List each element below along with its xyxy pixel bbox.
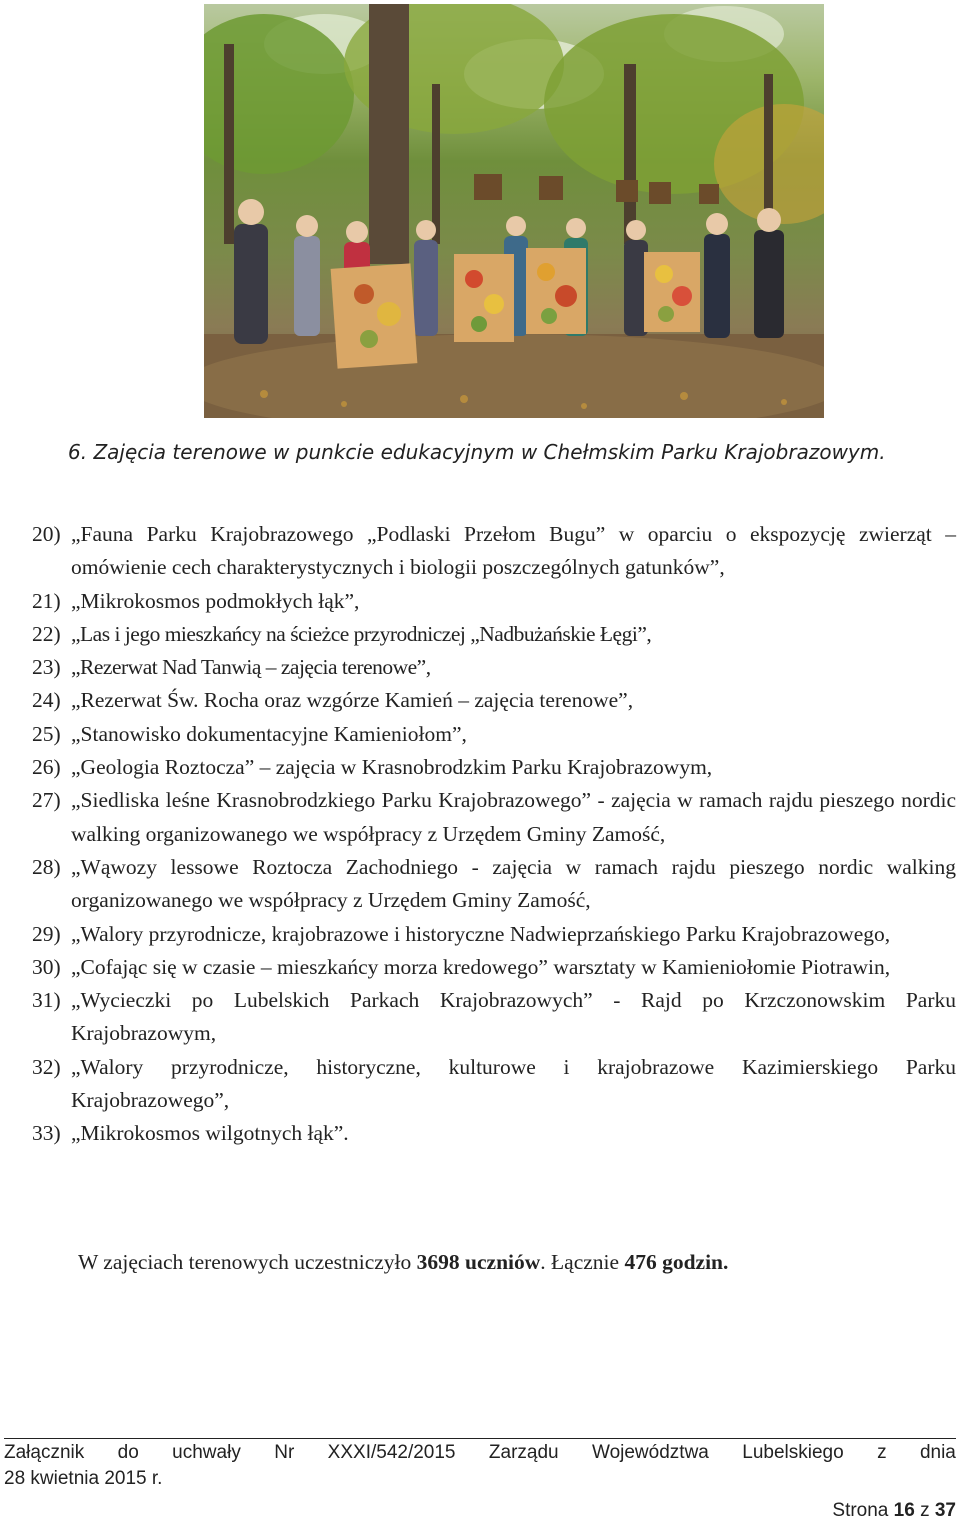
- hours-count: 476 godzin.: [624, 1250, 729, 1274]
- photo-illustration: [204, 4, 824, 418]
- page-number: Strona 16 z 37: [832, 1500, 956, 1521]
- list-item: 31) „Wycieczki po Lubelskich Parkach Krajobrazowych” - Rajd po Krzczonowskim Parku Krajobrazowym,: [32, 988, 956, 1046]
- list-item: 20) „Fauna Parku Krajobrazowego „Podlaski Przełom Bugu” w oparciu o ekspozycję zwierząt – omówienie cech charakterystycznych i biologii poszczególnych gatunków”,: [32, 522, 956, 580]
- list-item: 32) „Walory przyrodnicze, historyczne, kulturowe i krajobrazowe Kazimierskiego Parku Krajobrazowego”,: [32, 1054, 956, 1113]
- field-trip-photo: [204, 4, 824, 418]
- list-item: 30) „Cofając się w czasie – mieszkańcy morza kredowego” warsztaty w Kamieniołomie Piotrawin,: [32, 954, 891, 979]
- footer-line1: Załącznik do uchwały Nr XXXI/542/2015 Zarządu Województwa Lubelskiego z dnia: [4, 1442, 956, 1463]
- list-item: 33) „Mikrokosmos wilgotnych łąk”.: [32, 1121, 349, 1146]
- students-count: 3698 uczniów: [416, 1250, 541, 1274]
- activity-list: [32, 518, 956, 1151]
- list-item: 29) „Walory przyrodnicze, krajobrazowe i historyczne Nadwieprzańskiego Parku Krajobrazowego,: [32, 921, 891, 946]
- list-item: 25) „Stanowisko dokumentacyjne Kamieniołom”,: [32, 721, 467, 746]
- list-item: 22) „Las i jego mieszkańcy na ścieżce przyrodniczej „Nadbużańskie Łęgi”,: [32, 621, 652, 646]
- list-item: 27) „Siedliska leśne Krasnobrodzkiego Parku Krajobrazowego” - zajęcia w ramach rajdu pieszego nordic walking organizowanego we współpracy z Urzędem Gminy Zamość,: [32, 788, 956, 846]
- document-footer: [4, 1438, 956, 1492]
- list-item: 24) „Rezerwat Św. Rocha oraz wzgórze Kamień – zajęcia terenowe”,: [32, 688, 634, 713]
- list-item: 28) „Wąwozy lessowe Roztocza Zachodniego - zajęcia w ramach rajdu pieszego nordic walking organizowanego we współpracy z Urzędem Gminy Zamość,: [32, 854, 956, 913]
- participation-summary: W zajęciach terenowych uczestniczyło 3698 uczniów. Łącznie 476 godzin.: [78, 1250, 729, 1274]
- footer-line2: 28 kwietnia 2015 r.: [4, 1468, 163, 1489]
- list-item: 23) „Rezerwat Nad Tanwią – zajęcia terenowe”,: [32, 655, 431, 680]
- list-item: 21) „Mikrokosmos podmokłych łąk”,: [32, 588, 360, 613]
- list-item: 26) „Geologia Roztocza” – zajęcia w Krasnobrodzkim Parku Krajobrazowym,: [32, 755, 713, 780]
- photo-caption: 6. Zajęcia terenowe w punkcie edukacyjnym w Chełmskim Parku Krajobrazowym.: [68, 440, 886, 464]
